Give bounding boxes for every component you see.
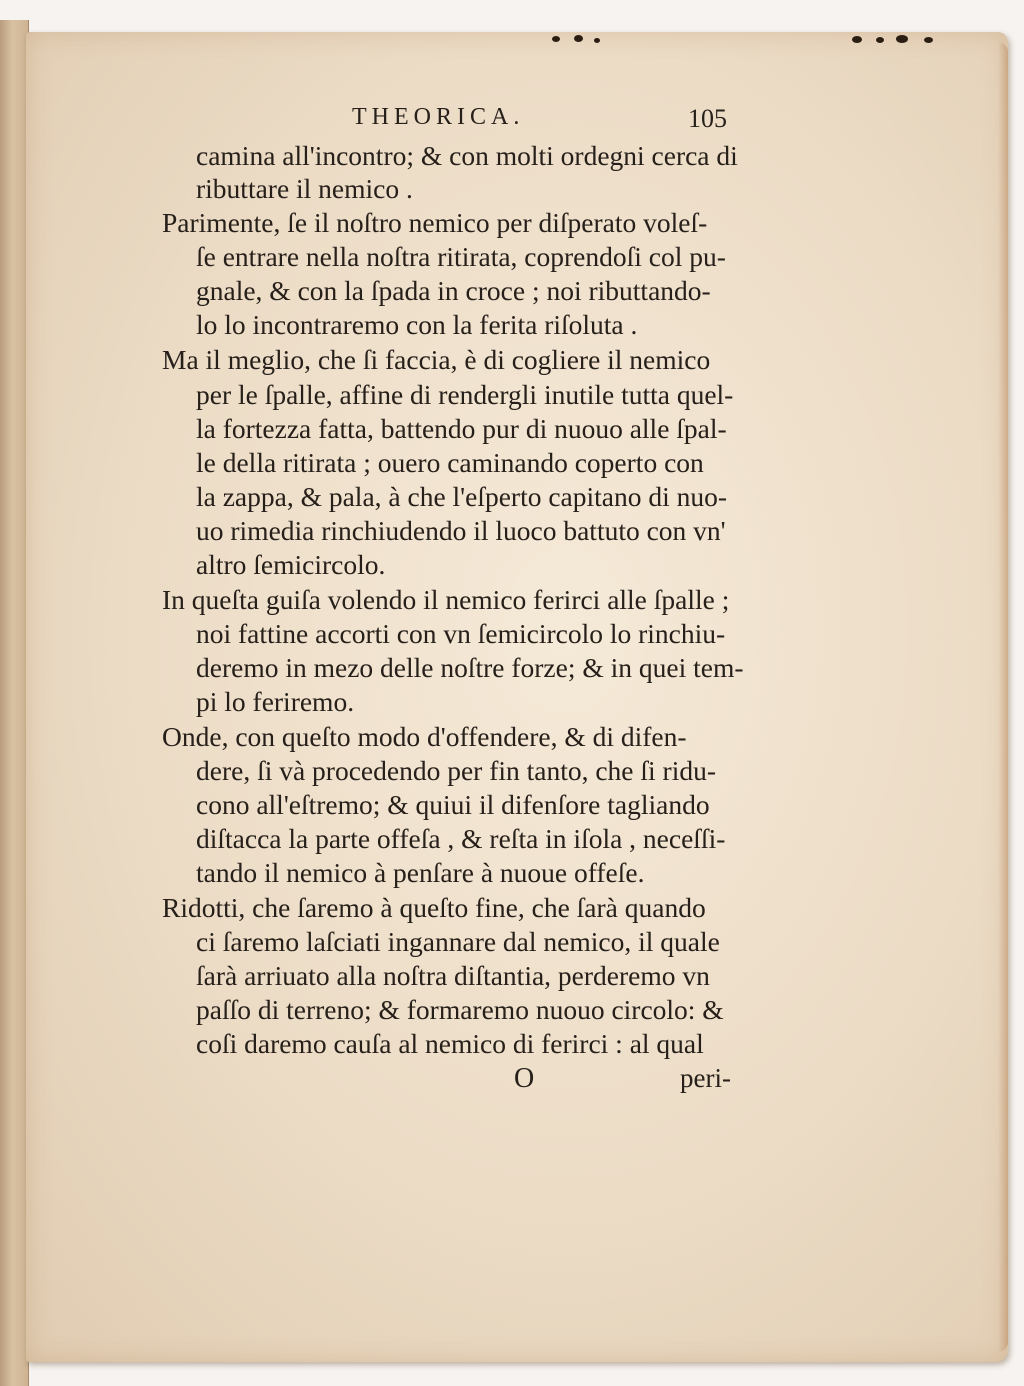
text-line: deremo in mezo delle noſtre forze; & in quei tem-	[196, 652, 744, 683]
text-line: diſtacca la parte offeſa , & reſta in iſola , neceſſi-	[196, 823, 726, 854]
text-line: ci ſaremo laſciati ingannare dal nemico, il quale	[196, 926, 720, 957]
page-number: 105	[688, 104, 727, 133]
text-line: dere, ſi và procedendo per fin tanto, che ſi ridu-	[196, 755, 717, 786]
text-line: gnale, & con la ſpada in croce ; noi ributtando-	[196, 275, 711, 306]
ink-specks	[540, 34, 960, 44]
text-line: ſarà arriuato alla noſtra diſtantia, perderemo vn	[196, 960, 710, 991]
text-line: camina all'incontro; & con molti ordegni cerca di	[196, 140, 738, 171]
text-line: uo rimedia rinchiudendo il luoco battuto con vn'	[196, 515, 726, 546]
text-line: pi lo feriremo.	[196, 686, 355, 717]
text-line: ſe entrare nella noſtra ritirata, coprendoſi col pu-	[196, 241, 726, 272]
text-line: Ma il meglio, che ſi faccia, è di cogliere il nemico	[162, 344, 711, 375]
text-line: Ridotti, che ſaremo à queſto fine, che ſarà quando	[162, 892, 706, 923]
text-line: la fortezza fatta, battendo pur di nuouo alle ſpal-	[196, 413, 727, 444]
text-line: la zappa, & pala, à che l'eſperto capitano di nuo-	[196, 481, 728, 512]
text-line: tando il nemico à penſare à nuoue offeſe.	[196, 857, 645, 888]
text-line: per le ſpalle, affine di rendergli inutile tutta quel-	[196, 379, 734, 410]
text-line: coſi daremo cauſa al nemico di ferirci : al qual	[196, 1028, 704, 1059]
text-line: Onde, con queſto modo d'offendere, & di difen-	[162, 721, 687, 752]
signature-mark: O	[514, 1063, 535, 1094]
text-line: lo lo incontraremo con la ferita riſoluta .	[196, 309, 638, 340]
adjacent-page-edge	[0, 20, 29, 1386]
catchword: peri-	[680, 1063, 731, 1093]
text-line: altro ſemicircolo.	[196, 549, 386, 580]
text-line: In queſta guiſa volendo il nemico ferirci alle ſpalle ;	[162, 584, 730, 615]
text-line: le della ritirata ; ouero caminando coperto con	[196, 447, 704, 478]
running-head: THEORICA.	[352, 104, 525, 130]
text-line: paſſo di terreno; & formaremo nuouo circolo: &	[196, 994, 724, 1025]
text-line: cono all'eſtremo; & quiui il difenſore tagliando	[196, 789, 710, 820]
text-line: noi fattine accorti con vn ſemicircolo lo rinchiu-	[196, 618, 726, 649]
text-line: Parimente, ſe il noſtro nemico per diſperato voleſ-	[162, 207, 708, 238]
text-line: ributtare il nemico .	[196, 173, 413, 204]
